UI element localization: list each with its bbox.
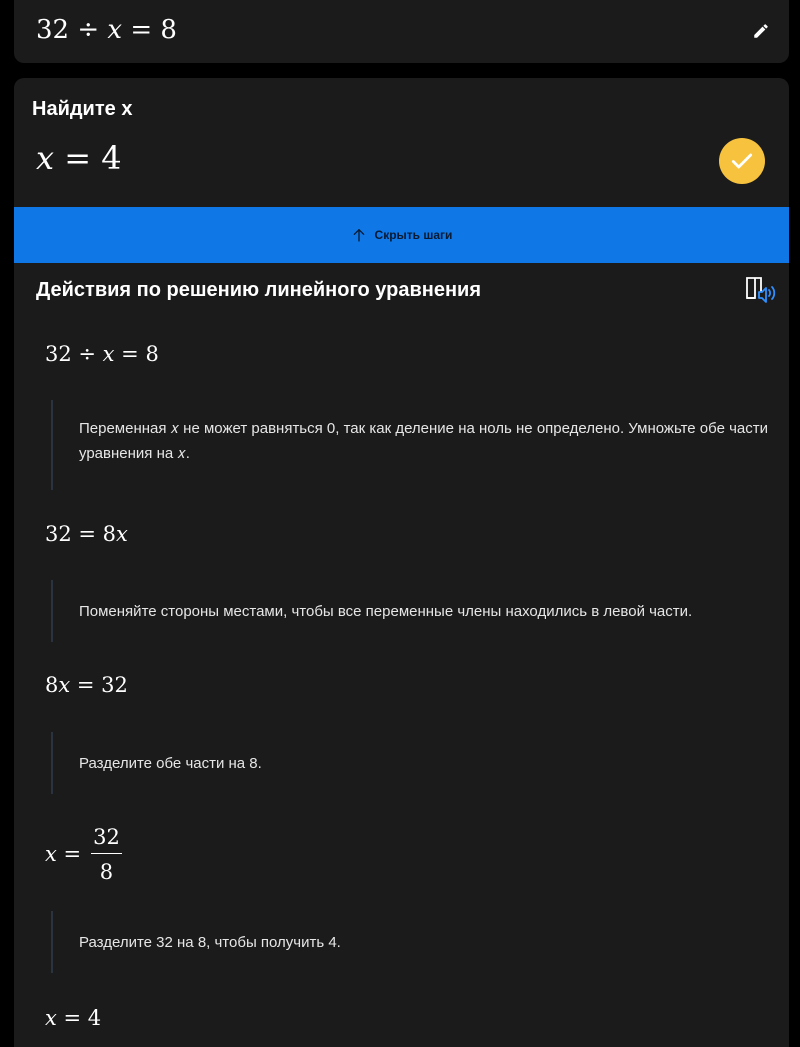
step-explanation-text: Переменная 𝑥 не может равняться 0, так как деление на ноль не определено. Умножьте обе части уравнения на 𝑥. bbox=[79, 420, 768, 462]
edit-button[interactable] bbox=[747, 17, 775, 45]
solution-card bbox=[14, 78, 789, 1047]
step-equation: 32 ÷ 𝑥 = 8 bbox=[45, 342, 159, 366]
step-equation: 32 = 8𝑥 bbox=[45, 522, 128, 546]
answer: 𝑥 = 4 bbox=[36, 139, 122, 177]
pencil-icon bbox=[752, 22, 770, 40]
hide-steps-button[interactable] bbox=[14, 207, 789, 263]
step-explanation-text: Поменяйте стороны местами, чтобы все переменные члены находились в левой части. bbox=[79, 602, 693, 620]
step-explanation bbox=[51, 732, 771, 794]
hide-steps-label: Скрыть шаги bbox=[374, 228, 453, 242]
fraction-denominator: 8 bbox=[99, 859, 114, 884]
problem-equation: 32 ÷ 𝑥 = 8 bbox=[36, 15, 177, 45]
steps-title: Действия по решению линейного уравнения bbox=[36, 279, 482, 301]
read-aloud-icon bbox=[744, 274, 778, 304]
fraction-numerator: 32 bbox=[91, 825, 122, 854]
fraction-lhs: 𝑥 = bbox=[45, 842, 82, 866]
step-explanation bbox=[51, 580, 771, 642]
problem-card bbox=[14, 0, 789, 63]
step-equation: 8𝑥 = 32 bbox=[45, 673, 128, 697]
arrow-up-icon bbox=[351, 227, 367, 243]
read-aloud-button[interactable] bbox=[744, 274, 778, 304]
find-heading: Найдите x bbox=[32, 98, 133, 120]
step-explanation-text: Разделите обе части на 8. bbox=[79, 754, 262, 772]
step-equation: 𝑥 = 4 bbox=[45, 1006, 102, 1030]
step-equation-fraction bbox=[45, 823, 122, 885]
step-explanation-text: Разделите 32 на 8, чтобы получить 4. bbox=[79, 933, 341, 951]
correct-badge bbox=[719, 138, 765, 184]
step-explanation bbox=[51, 400, 771, 490]
step-explanation bbox=[51, 911, 771, 973]
check-icon bbox=[729, 148, 755, 174]
fraction bbox=[91, 825, 122, 884]
